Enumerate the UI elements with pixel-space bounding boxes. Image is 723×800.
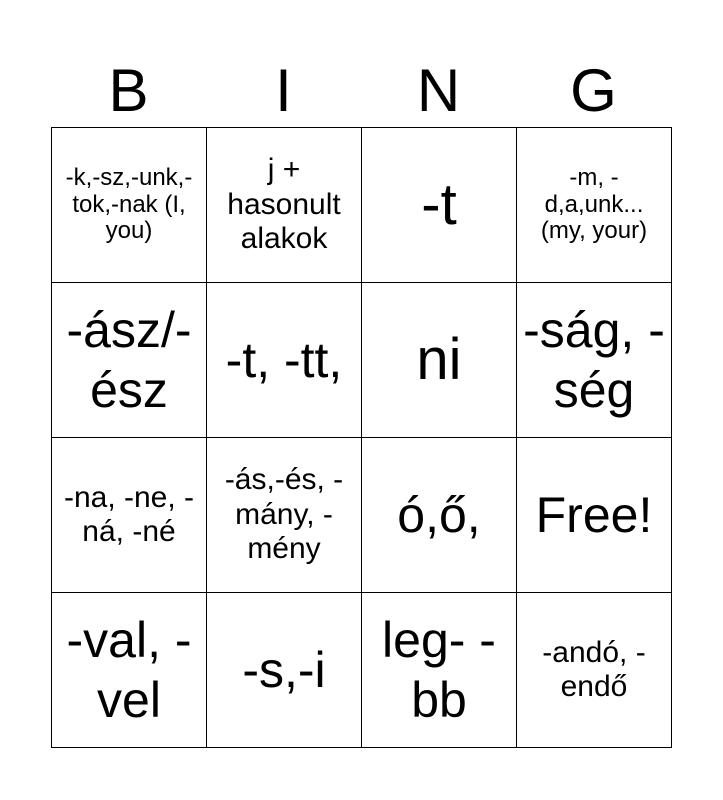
- bingo-cell[interactable]: ni: [362, 283, 517, 438]
- header-letter-i: I: [275, 57, 292, 124]
- header-letter-g: G: [570, 57, 617, 124]
- bingo-header: [51, 55, 671, 127]
- bingo-cell[interactable]: -andó, -endő: [517, 593, 672, 748]
- bingo-cell[interactable]: -na, -ne, -ná, -né: [52, 438, 207, 593]
- bingo-cell[interactable]: -t, -tt,: [207, 283, 362, 438]
- bingo-cell[interactable]: leg- -bb: [362, 593, 517, 748]
- bingo-cell[interactable]: -ás,-és, -mány, -mény: [207, 438, 362, 593]
- bingo-cell[interactable]: -t: [362, 128, 517, 283]
- grid-row: [52, 593, 672, 748]
- bingo-cell[interactable]: -ság, -ség: [517, 283, 672, 438]
- bingo-grid: [51, 127, 672, 748]
- grid-row: [52, 438, 672, 593]
- free-space-cell[interactable]: Free!: [517, 438, 672, 593]
- bingo-cell[interactable]: -val, -vel: [52, 593, 207, 748]
- bingo-cell[interactable]: j + hasonult alakok: [207, 128, 362, 283]
- bingo-cell[interactable]: -s,-i: [207, 593, 362, 748]
- header-letter-n: N: [416, 57, 461, 124]
- grid-row: [52, 283, 672, 438]
- bingo-cell[interactable]: ó,ő,: [362, 438, 517, 593]
- bingo-cell[interactable]: -m, -d,a,unk... (my, your): [517, 128, 672, 283]
- bingo-cell[interactable]: -ász/-ész: [52, 283, 207, 438]
- grid-row: [52, 128, 672, 283]
- bingo-cell[interactable]: -k,-sz,-unk,-tok,-nak (I, you): [52, 128, 207, 283]
- header-letter-b: B: [108, 57, 149, 124]
